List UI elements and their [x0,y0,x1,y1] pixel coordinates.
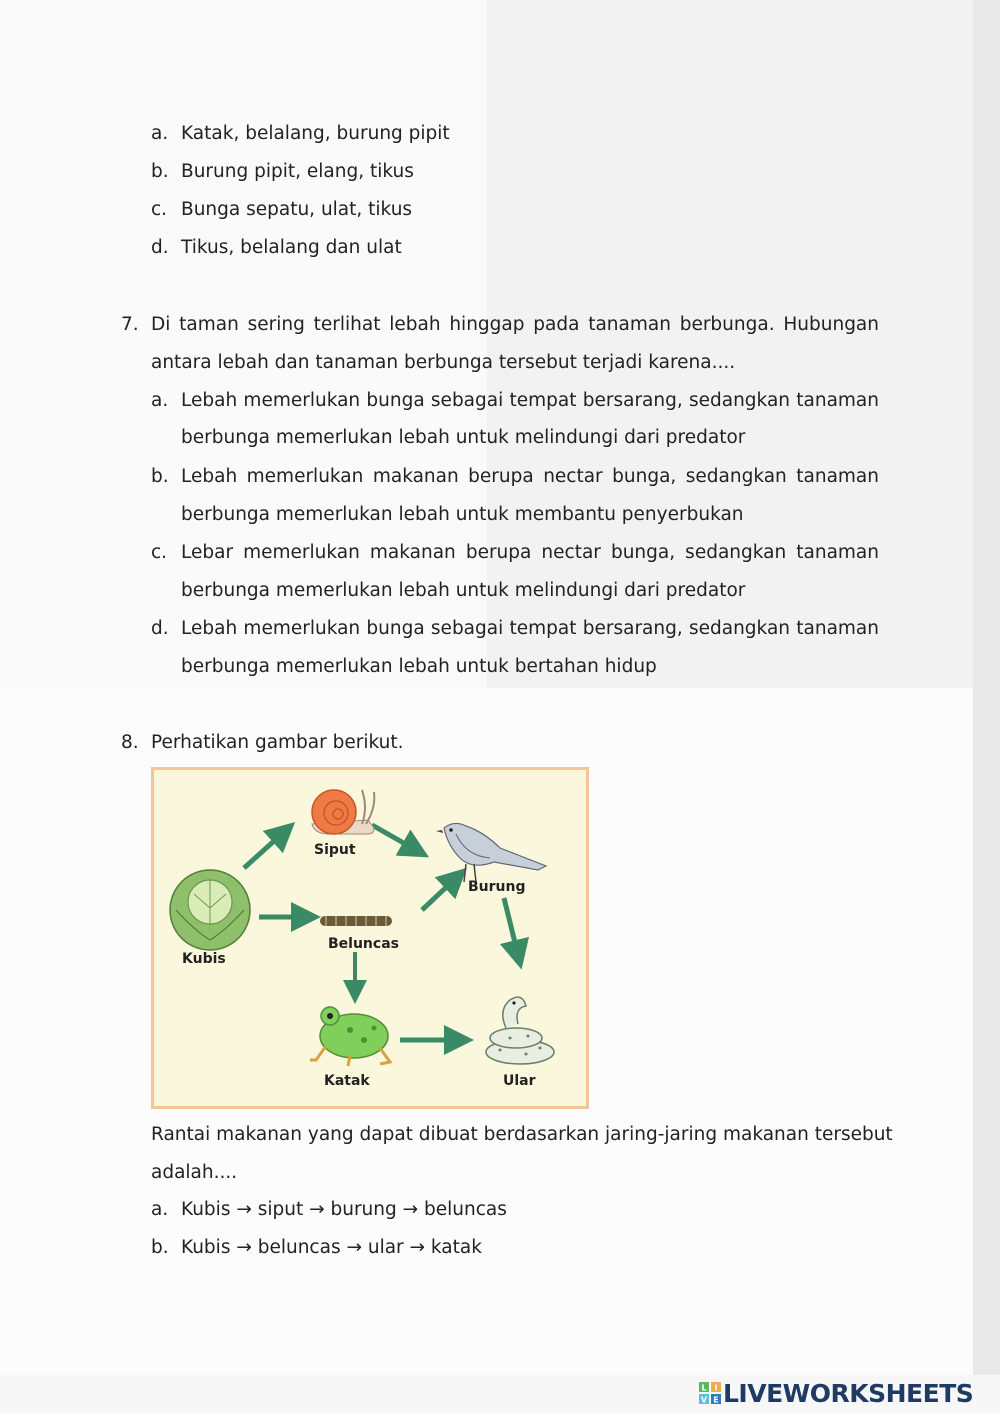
option-marker: d. [151,237,169,258]
arrow-siput-burung [372,825,416,850]
option-marker: c. [151,199,168,220]
siput-label: Siput [314,842,356,858]
beluncas-label: Beluncas [328,936,399,952]
option-marker: b. [151,161,169,182]
option-marker: a. [151,1199,169,1220]
option-text[interactable]: berbunga memerlukan lebah untuk melindungi dari predator [181,427,746,448]
liveworksheets-logo[interactable] [699,1378,973,1408]
caterpillar-icon [320,916,392,926]
option-marker: d. [151,618,169,639]
option-text[interactable]: berbunga memerlukan lebah untuk melindungi dari predator [181,580,746,601]
arrow-beluncas-burung [422,878,456,910]
option-marker: b. [151,466,169,487]
logo-text: LIVEWORKSHEETS [723,1378,974,1408]
logo-mark-letter: E [713,1395,719,1404]
background-panel [973,0,1000,1413]
option-text[interactable]: Katak, belalang, burung pipit [181,123,450,144]
option-text[interactable]: Tikus, belalang dan ulat [181,237,402,258]
logo-mark-letter: I [714,1383,718,1393]
bird-icon [436,823,546,882]
logo-mark-letter: L [701,1383,707,1393]
option-text[interactable]: berbunga memerlukan lebah untuk bertahan hidup [181,656,657,677]
question-number: 7. [121,314,139,335]
kubis-label: Kubis [182,951,226,967]
burung-label: Burung [468,879,526,895]
logo-mark-icon [699,1382,721,1404]
option-marker: c. [151,542,168,563]
option-text[interactable]: Lebah memerlukan bunga sebagai tempat bersarang, sedangkan tanaman [181,390,879,411]
logo-mark-letter: V [700,1395,708,1404]
question-prompt: Rantai makanan yang dapat dibuat berdasarkan jaring-jaring makanan tersebut [151,1124,893,1145]
food-web-diagram [154,770,586,1106]
question-stem: antara lebah dan tanaman berbunga tersebut terjadi karena.... [151,352,736,373]
option-text[interactable]: berbunga memerlukan lebah untuk membantu penyerbukan [181,504,744,525]
snake-icon [486,997,554,1064]
question-stem: Perhatikan gambar berikut. [151,732,404,753]
cabbage-icon [170,870,250,950]
food-web-figure [151,767,589,1109]
option-marker: a. [151,123,169,144]
option-text[interactable]: Lebah memerlukan bunga sebagai tempat bersarang, sedangkan tanaman [181,618,879,639]
katak-label: Katak [324,1073,370,1089]
snail-icon [312,790,374,834]
arrow-burung-ular [504,898,518,955]
frog-icon [310,1007,390,1066]
arrow-kubis-siput [244,832,284,868]
ular-label: Ular [503,1073,536,1089]
option-text[interactable]: Bunga sepatu, ulat, tikus [181,199,413,220]
option-text[interactable]: Kubis → beluncas → ular → katak [181,1237,482,1258]
question-prompt: adalah.... [151,1162,238,1183]
option-marker: a. [151,390,169,411]
option-text[interactable]: Burung pipit, elang, tikus [181,161,414,182]
option-text[interactable]: Lebar memerlukan makanan berupa nectar bunga, sedangkan tanaman [181,542,879,563]
option-marker: b. [151,1237,169,1258]
question-stem: Di taman sering terlihat lebah hinggap pada tanaman berbunga. Hubungan [151,314,879,335]
option-text[interactable]: Lebah memerlukan makanan berupa nectar bunga, sedangkan tanaman [181,466,879,487]
question-number: 8. [121,732,139,753]
option-text[interactable]: Kubis → siput → burung → beluncas [181,1199,507,1220]
